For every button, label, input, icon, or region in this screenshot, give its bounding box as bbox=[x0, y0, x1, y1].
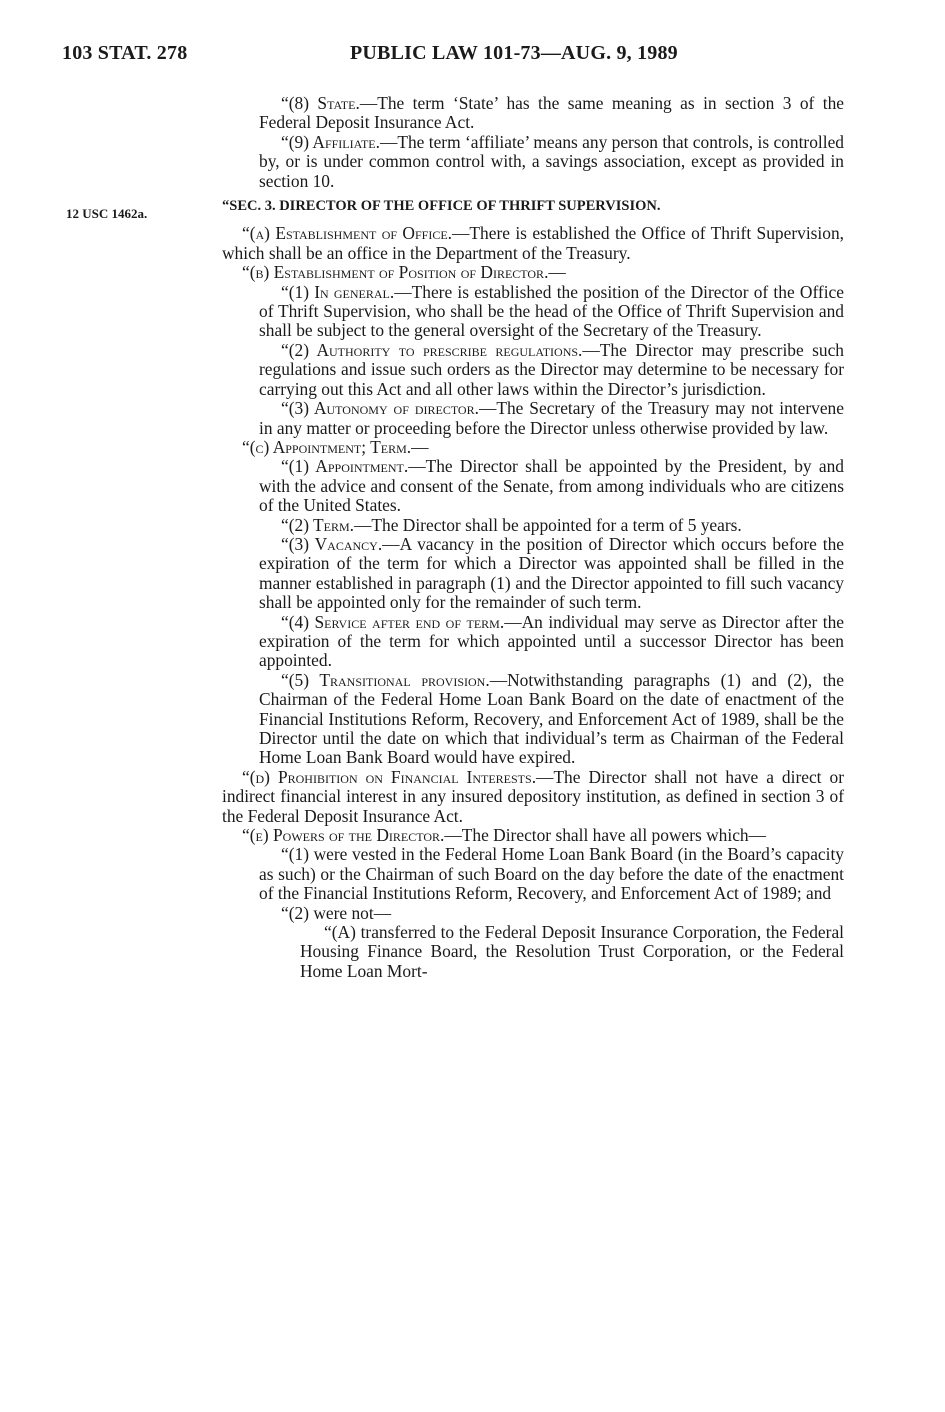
paragraph-heading: “(a) Establishment of Office. bbox=[242, 223, 453, 244]
paragraph-text: —An individual may serve as Director after the expiration of the term for which appointed until a successor Director has been appointed. bbox=[259, 611, 844, 671]
statute-paragraph bbox=[222, 535, 844, 613]
paragraph-text: —There is established the Office of Thrift Supervision, which shall be an office in the Department of the Treasury. bbox=[222, 223, 844, 263]
paragraph-heading: “(2) Term. bbox=[281, 514, 355, 535]
paragraph-text: — bbox=[411, 436, 429, 457]
paragraph-text: —The Director shall be appointed for a term of 5 years. bbox=[354, 514, 742, 535]
paragraph-heading: “(3) Vacancy. bbox=[281, 533, 383, 554]
paragraph-heading: “(9) Affiliate. bbox=[281, 131, 380, 152]
statute-paragraph bbox=[222, 845, 844, 903]
statute-paragraph bbox=[222, 263, 844, 282]
statute-paragraph bbox=[222, 671, 844, 768]
statute-paragraph bbox=[222, 904, 844, 923]
statute-paragraph bbox=[222, 457, 844, 515]
paragraph-text: —The term ‘affiliate’ means any person that controls, is controlled by, or is under common control with, a savings association, except as provided in section 10. bbox=[259, 131, 844, 191]
paragraph-heading: “(e) Powers of the Director. bbox=[242, 825, 445, 846]
statute-paragraph bbox=[222, 94, 844, 133]
statute-paragraph bbox=[222, 399, 844, 438]
paragraph-text: —The term ‘State’ has the same meaning as in section 3 of the Federal Deposit Insurance Act. bbox=[259, 93, 844, 133]
statute-paragraph bbox=[222, 768, 844, 826]
statute-paragraph bbox=[222, 283, 844, 341]
statute-paragraph bbox=[222, 516, 844, 535]
paragraph-text: — bbox=[548, 262, 566, 283]
statute-paragraph bbox=[222, 438, 844, 457]
paragraph-text: “(A) transferred to the Federal Deposit Insurance Corporation, the Federal Housing Finance Board, the Resolution Trust Corporation, or the Federal Home Loan Mort- bbox=[300, 922, 844, 981]
paragraph-heading: “(1) Appointment. bbox=[281, 456, 409, 477]
paragraph-heading: “(c) Appointment; Term. bbox=[242, 436, 412, 457]
paragraph-heading: “(8) State. bbox=[281, 93, 360, 113]
paragraph-text: —The Director shall not have a direct or indirect financial interest in any insured depository institution, as defined in section 3 of the Federal Deposit Insurance Act. bbox=[222, 766, 844, 826]
paragraph-text: —A vacancy in the position of Director which occurs before the expiration of the term for which a Director was appointed shall be filled in the manner established in paragraph (1) and the Director appointed to fill such vacancy shall be appointed only for the remainder of such term. bbox=[259, 533, 844, 613]
public-law-title: PUBLIC LAW 101-73—AUG. 9, 1989 bbox=[350, 42, 678, 64]
statute-paragraph bbox=[222, 224, 844, 263]
page-header bbox=[62, 42, 902, 76]
statute-paragraph bbox=[222, 923, 844, 981]
statute-paragraph bbox=[222, 826, 844, 845]
paragraph-text: —The Secretary of the Treasury may not intervene in any matter or proceeding before the Director unless otherwise provided by law. bbox=[259, 398, 844, 438]
stat-page-number: 103 STAT. 278 bbox=[62, 42, 188, 64]
paragraph-heading: “(d) Prohibition on Financial Interests. bbox=[242, 766, 537, 787]
paragraph-text: —The Director may prescribe such regulations and issue such orders as the Director may determine to be necessary for carrying out this Act and all other laws within the Director’s jurisdiction. bbox=[259, 339, 844, 399]
paragraph-text: “(2) were not— bbox=[281, 902, 392, 923]
paragraph-heading: “(2) Authority to prescribe regulations. bbox=[281, 339, 583, 360]
statute-paragraph bbox=[222, 613, 844, 671]
paragraph-heading: “(1) In general. bbox=[281, 281, 395, 302]
paragraph-text: “SEC. 3. DIRECTOR OF THE OFFICE OF THRIFT SUPERVISION. bbox=[222, 198, 661, 215]
paragraph-text: —There is established the position of the Director of the Office of Thrift Supervision, who shall be the head of the Office of Thrift Supervision and shall be subject to the general oversight of the Secretary of the Treasury. bbox=[259, 281, 844, 341]
paragraph-text: —The Director shall have all powers which— bbox=[444, 825, 767, 846]
paragraph-heading: “(3) Autonomy of director. bbox=[281, 398, 479, 419]
usc-margin-note: 12 USC 1462a. bbox=[66, 206, 148, 221]
paragraph-heading: “(b) Establishment of Position of Director. bbox=[242, 262, 549, 283]
paragraph-text: —Notwithstanding paragraphs (1) and (2), the Chairman of the Federal Home Loan Bank Board on the date of enactment of the Financial Institutions Reform, Recovery, and Enforcement Act of 1989, shall be the Director until the date on which that individual’s term as Chairman of the Federal Home Loan Bank Board would have expired. bbox=[259, 669, 844, 768]
paragraph-text: —The Director shall be appointed by the President, by and with the advice and consent of the Senate, from among individuals who are citizens of the United States. bbox=[259, 456, 844, 516]
statute-paragraph bbox=[222, 341, 844, 399]
paragraph-text: “(1) were vested in the Federal Home Loan Bank Board (in the Board’s capacity as such) or the Chairman of such Board on the day before the date of the enactment of the Financial Institutions Reform, Recovery, and Enforcement Act of 1989; and bbox=[259, 844, 844, 904]
paragraph-heading: “(5) Transitional provision. bbox=[281, 669, 490, 690]
section-heading bbox=[222, 197, 844, 216]
paragraph-heading: “(4) Service after end of term. bbox=[281, 611, 505, 632]
statute-paragraph bbox=[222, 133, 844, 191]
statute-body bbox=[222, 94, 844, 981]
